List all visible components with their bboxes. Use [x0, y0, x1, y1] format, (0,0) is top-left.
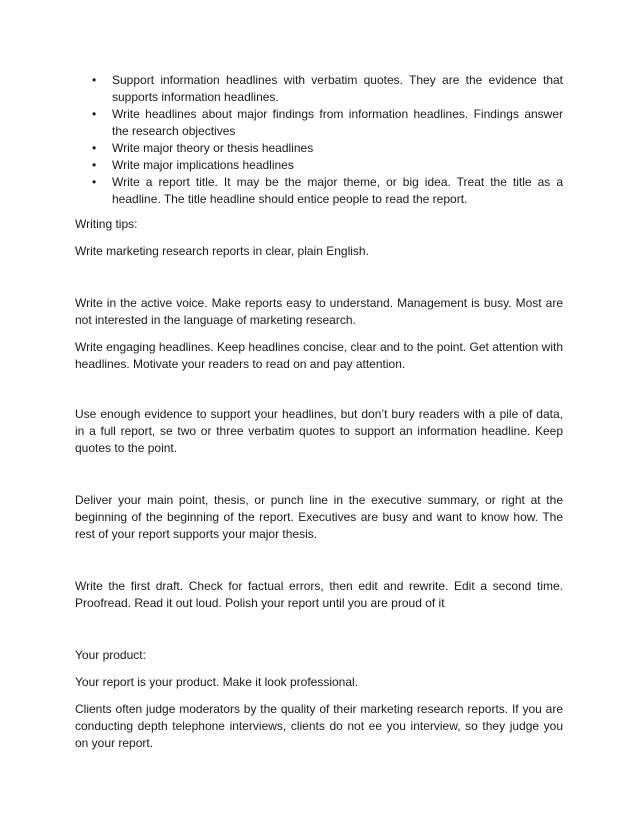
paragraph: Write in the active voice. Make reports easy to understand. Management is busy. Most are not interested in the language of marketing research. [75, 296, 563, 327]
bullet-item: • Write major theory or thesis headlines [92, 141, 314, 155]
bullet-icon: • [92, 73, 97, 87]
bullet-icon: • [92, 158, 97, 172]
section-heading-writing-tips: Writing tips: [75, 217, 138, 231]
paragraph: Use enough evidence to support your headlines, but don’t bury readers with a pile of data, in a full report, se two or three verbatim quotes to support an information headline. Keep quotes to the point. [75, 407, 563, 455]
bullet-item: • Write major implications headlines [92, 158, 294, 172]
bullet-item: • Support information headlines with verbatim quotes. They are the evidence that supports information headlines. [92, 73, 563, 104]
paragraph: Write engaging headlines. Keep headlines concise, clear and to the point. Get attention with headlines. Motivate your readers to read on and pay attention. [75, 340, 563, 371]
bullet-item: • Write headlines about major findings from information headlines. Findings answer the research objectives [92, 107, 563, 138]
paragraph: Your report is your product. Make it look professional. [75, 675, 359, 689]
section-heading-your-product: Your product: [75, 648, 146, 662]
document-page [75, 72, 563, 752]
bullet-item: • Write a report title. It may be the major theme, or big idea. Treat the title as a headline. The title headline should entice people to read the report. [92, 175, 563, 206]
paragraph: Clients often judge moderators by the quality of their marketing research reports. If you are conducting depth telephone interviews, clients do not ee you interview, so they judge you on your report. [75, 702, 563, 750]
bullet-list [75, 72, 563, 208]
paragraph: Write the first draft. Check for factual errors, then edit and rewrite. Edit a second time. Proofread. Read it out loud. Polish your report until you are proud of it [75, 579, 563, 610]
paragraph: Write marketing research reports in clear, plain English. [75, 244, 369, 258]
bullet-icon: • [92, 107, 97, 121]
bullet-icon: • [92, 175, 97, 189]
paragraph: Deliver your main point, thesis, or punch line in the executive summary, or right at the beginning of the beginning of the report. Executives are busy and want to know how. The rest of your report supports your major thesis. [75, 493, 563, 541]
bullet-icon: • [92, 141, 97, 155]
